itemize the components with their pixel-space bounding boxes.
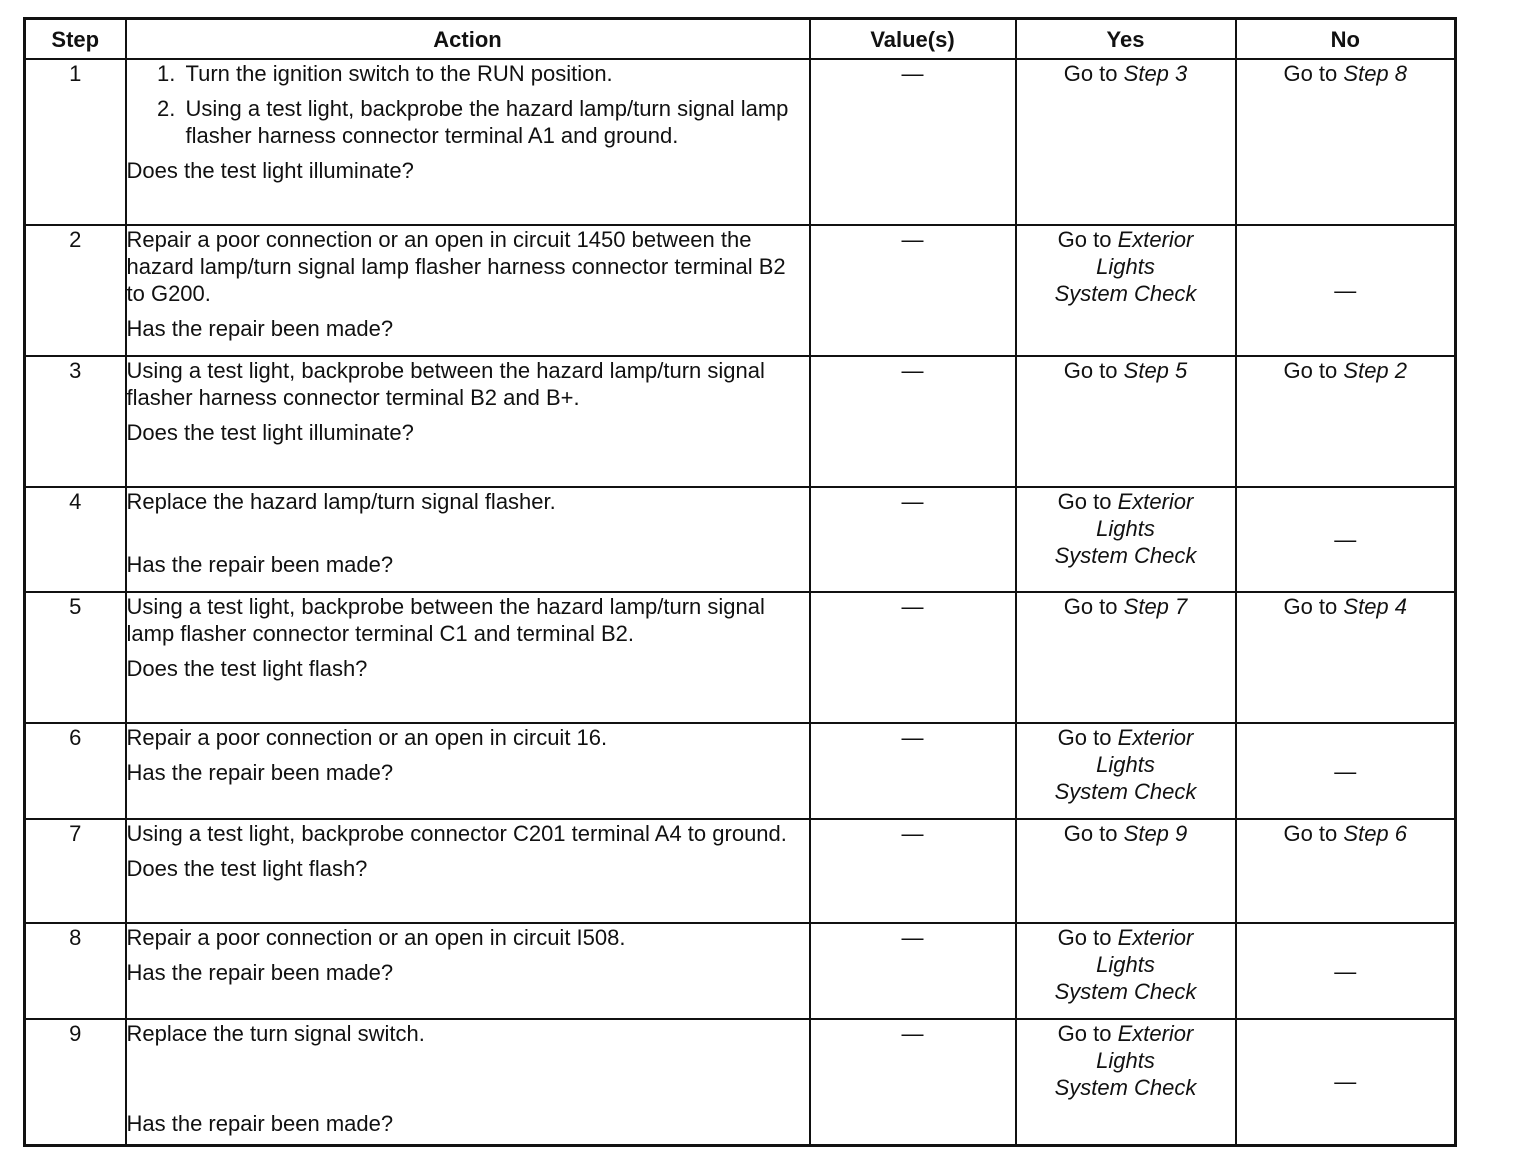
header-action: Action <box>126 19 810 60</box>
action-cell <box>126 723 810 819</box>
exterior-lights-link[interactable]: Exterior <box>1117 1021 1194 1046</box>
diagnostic-table <box>23 17 1457 1147</box>
action-cell <box>126 592 810 723</box>
action-text: Using a test light, backprobe between the hazard lamp/turn signal lamp flasher connector terminal C1 and terminal B2. <box>126 594 765 646</box>
action-text: Using a test light, backprobe between the hazard lamp/turn signal flasher harness connector terminal B2 and B+. <box>126 358 765 410</box>
yes-cell <box>1016 59 1236 225</box>
exterior-lights-link[interactable]: System Check <box>1054 281 1197 306</box>
no-cell: — <box>1236 1019 1456 1145</box>
step-link[interactable]: Step 6 <box>1343 821 1408 846</box>
goto-prefix: Go to <box>1283 594 1338 619</box>
goto-prefix: Go to <box>1063 821 1118 846</box>
exterior-lights-link[interactable]: System Check <box>1054 1075 1197 1100</box>
step-link[interactable]: Step 8 <box>1343 61 1408 86</box>
header-row <box>25 19 1456 60</box>
action-question: Has the repair been made? <box>126 552 394 577</box>
action-list <box>127 60 809 149</box>
table-row <box>25 59 1456 225</box>
action-text: Repair a poor connection or an open in circuit 1450 between the hazard lamp/turn signal lamp flasher harness connector terminal B2 to G200. <box>126 227 786 306</box>
action-cell <box>126 487 810 592</box>
action-question: Does the test light flash? <box>126 856 368 881</box>
value-cell: — <box>810 1019 1016 1145</box>
action-cell <box>126 819 810 923</box>
table-row <box>25 1019 1456 1145</box>
step-link[interactable]: Step 5 <box>1123 358 1188 383</box>
table-row <box>25 225 1456 356</box>
action-text: Repair a poor connection or an open in circuit I508. <box>126 925 626 950</box>
action-text: Replace the hazard lamp/turn signal flasher. <box>126 489 556 514</box>
step-number: 1 <box>25 59 126 225</box>
step-number: 8 <box>25 923 126 1019</box>
exterior-lights-link[interactable]: Exterior <box>1117 725 1194 750</box>
action-question: Does the test light illuminate? <box>126 158 414 183</box>
list-item: 1. Turn the ignition switch to the RUN position. <box>182 60 809 87</box>
exterior-lights-link[interactable]: Exterior <box>1117 925 1194 950</box>
action-question: Has the repair been made? <box>126 1111 394 1136</box>
value-cell: — <box>810 225 1016 356</box>
yes-cell <box>1016 356 1236 487</box>
goto-prefix: Go to <box>1283 358 1338 383</box>
table-row <box>25 923 1456 1019</box>
exterior-lights-link[interactable]: Exterior <box>1117 227 1194 252</box>
yes-cell <box>1016 923 1236 1019</box>
action-question: Has the repair been made? <box>126 316 394 341</box>
action-cell <box>126 923 810 1019</box>
value-cell: — <box>810 356 1016 487</box>
value-cell: — <box>810 592 1016 723</box>
exterior-lights-link[interactable]: Lights <box>1096 752 1155 777</box>
yes-cell <box>1016 225 1236 356</box>
table-row <box>25 356 1456 487</box>
step-number: 7 <box>25 819 126 923</box>
value-cell: — <box>810 723 1016 819</box>
action-question: Has the repair been made? <box>126 960 394 985</box>
action-text: Using a test light, backprobe connector C201 terminal A4 to ground. <box>126 821 787 846</box>
step-link[interactable]: Step 3 <box>1123 61 1188 86</box>
goto-prefix: Go to <box>1283 61 1338 86</box>
no-cell <box>1236 356 1456 487</box>
action-question: Has the repair been made? <box>126 760 394 785</box>
exterior-lights-link[interactable]: System Check <box>1054 979 1197 1004</box>
action-cell <box>126 356 810 487</box>
goto-prefix: Go to <box>1063 358 1118 383</box>
header-values: Value(s) <box>810 19 1016 60</box>
yes-cell <box>1016 723 1236 819</box>
value-cell: — <box>810 923 1016 1019</box>
action-text: Replace the turn signal switch. <box>126 1021 425 1046</box>
action-cell <box>126 59 810 225</box>
step-link[interactable]: Step 4 <box>1343 594 1408 619</box>
goto-prefix: Go to <box>1057 925 1112 950</box>
step-number: 4 <box>25 487 126 592</box>
exterior-lights-link[interactable]: Lights <box>1096 254 1155 279</box>
yes-cell <box>1016 487 1236 592</box>
step-link[interactable]: Step 2 <box>1343 358 1408 383</box>
table-row <box>25 819 1456 923</box>
no-cell: — <box>1236 723 1456 819</box>
yes-cell <box>1016 1019 1236 1145</box>
goto-prefix: Go to <box>1057 227 1112 252</box>
no-cell <box>1236 592 1456 723</box>
exterior-lights-link[interactable]: Exterior <box>1117 489 1194 514</box>
action-text: Repair a poor connection or an open in circuit 16. <box>126 725 608 750</box>
no-cell <box>1236 59 1456 225</box>
exterior-lights-link[interactable]: Lights <box>1096 1048 1155 1073</box>
header-no: No <box>1236 19 1456 60</box>
step-number: 9 <box>25 1019 126 1145</box>
action-question: Does the test light illuminate? <box>126 420 414 445</box>
table-row <box>25 592 1456 723</box>
goto-prefix: Go to <box>1057 1021 1112 1046</box>
no-cell <box>1236 819 1456 923</box>
goto-prefix: Go to <box>1283 821 1338 846</box>
header-step: Step <box>25 19 126 60</box>
step-number: 6 <box>25 723 126 819</box>
action-cell <box>126 225 810 356</box>
header-yes: Yes <box>1016 19 1236 60</box>
action-question: Does the test light flash? <box>126 656 368 681</box>
value-cell: — <box>810 819 1016 923</box>
goto-prefix: Go to <box>1057 489 1112 514</box>
step-number: 3 <box>25 356 126 487</box>
step-number: 2 <box>25 225 126 356</box>
list-item: 2. Using a test light, backprobe the hazard lamp/turn signal lamp flasher harness connector terminal A1 and ground. <box>182 95 809 149</box>
exterior-lights-link[interactable]: System Check <box>1054 779 1197 804</box>
exterior-lights-link[interactable]: Lights <box>1096 952 1155 977</box>
table-row <box>25 487 1456 592</box>
value-cell: — <box>810 487 1016 592</box>
goto-prefix: Go to <box>1057 725 1112 750</box>
exterior-lights-link[interactable]: Lights <box>1096 516 1155 541</box>
no-cell: — <box>1236 923 1456 1019</box>
step-link[interactable]: Step 7 <box>1123 594 1188 619</box>
action-cell <box>126 1019 810 1145</box>
value-cell: — <box>810 59 1016 225</box>
step-number: 5 <box>25 592 126 723</box>
no-cell: — <box>1236 225 1456 356</box>
step-link[interactable]: Step 9 <box>1123 821 1188 846</box>
exterior-lights-link[interactable]: System Check <box>1054 543 1197 568</box>
goto-prefix: Go to <box>1063 61 1118 86</box>
yes-cell <box>1016 592 1236 723</box>
goto-prefix: Go to <box>1063 594 1118 619</box>
no-cell: — <box>1236 487 1456 592</box>
yes-cell <box>1016 819 1236 923</box>
table-row <box>25 723 1456 819</box>
